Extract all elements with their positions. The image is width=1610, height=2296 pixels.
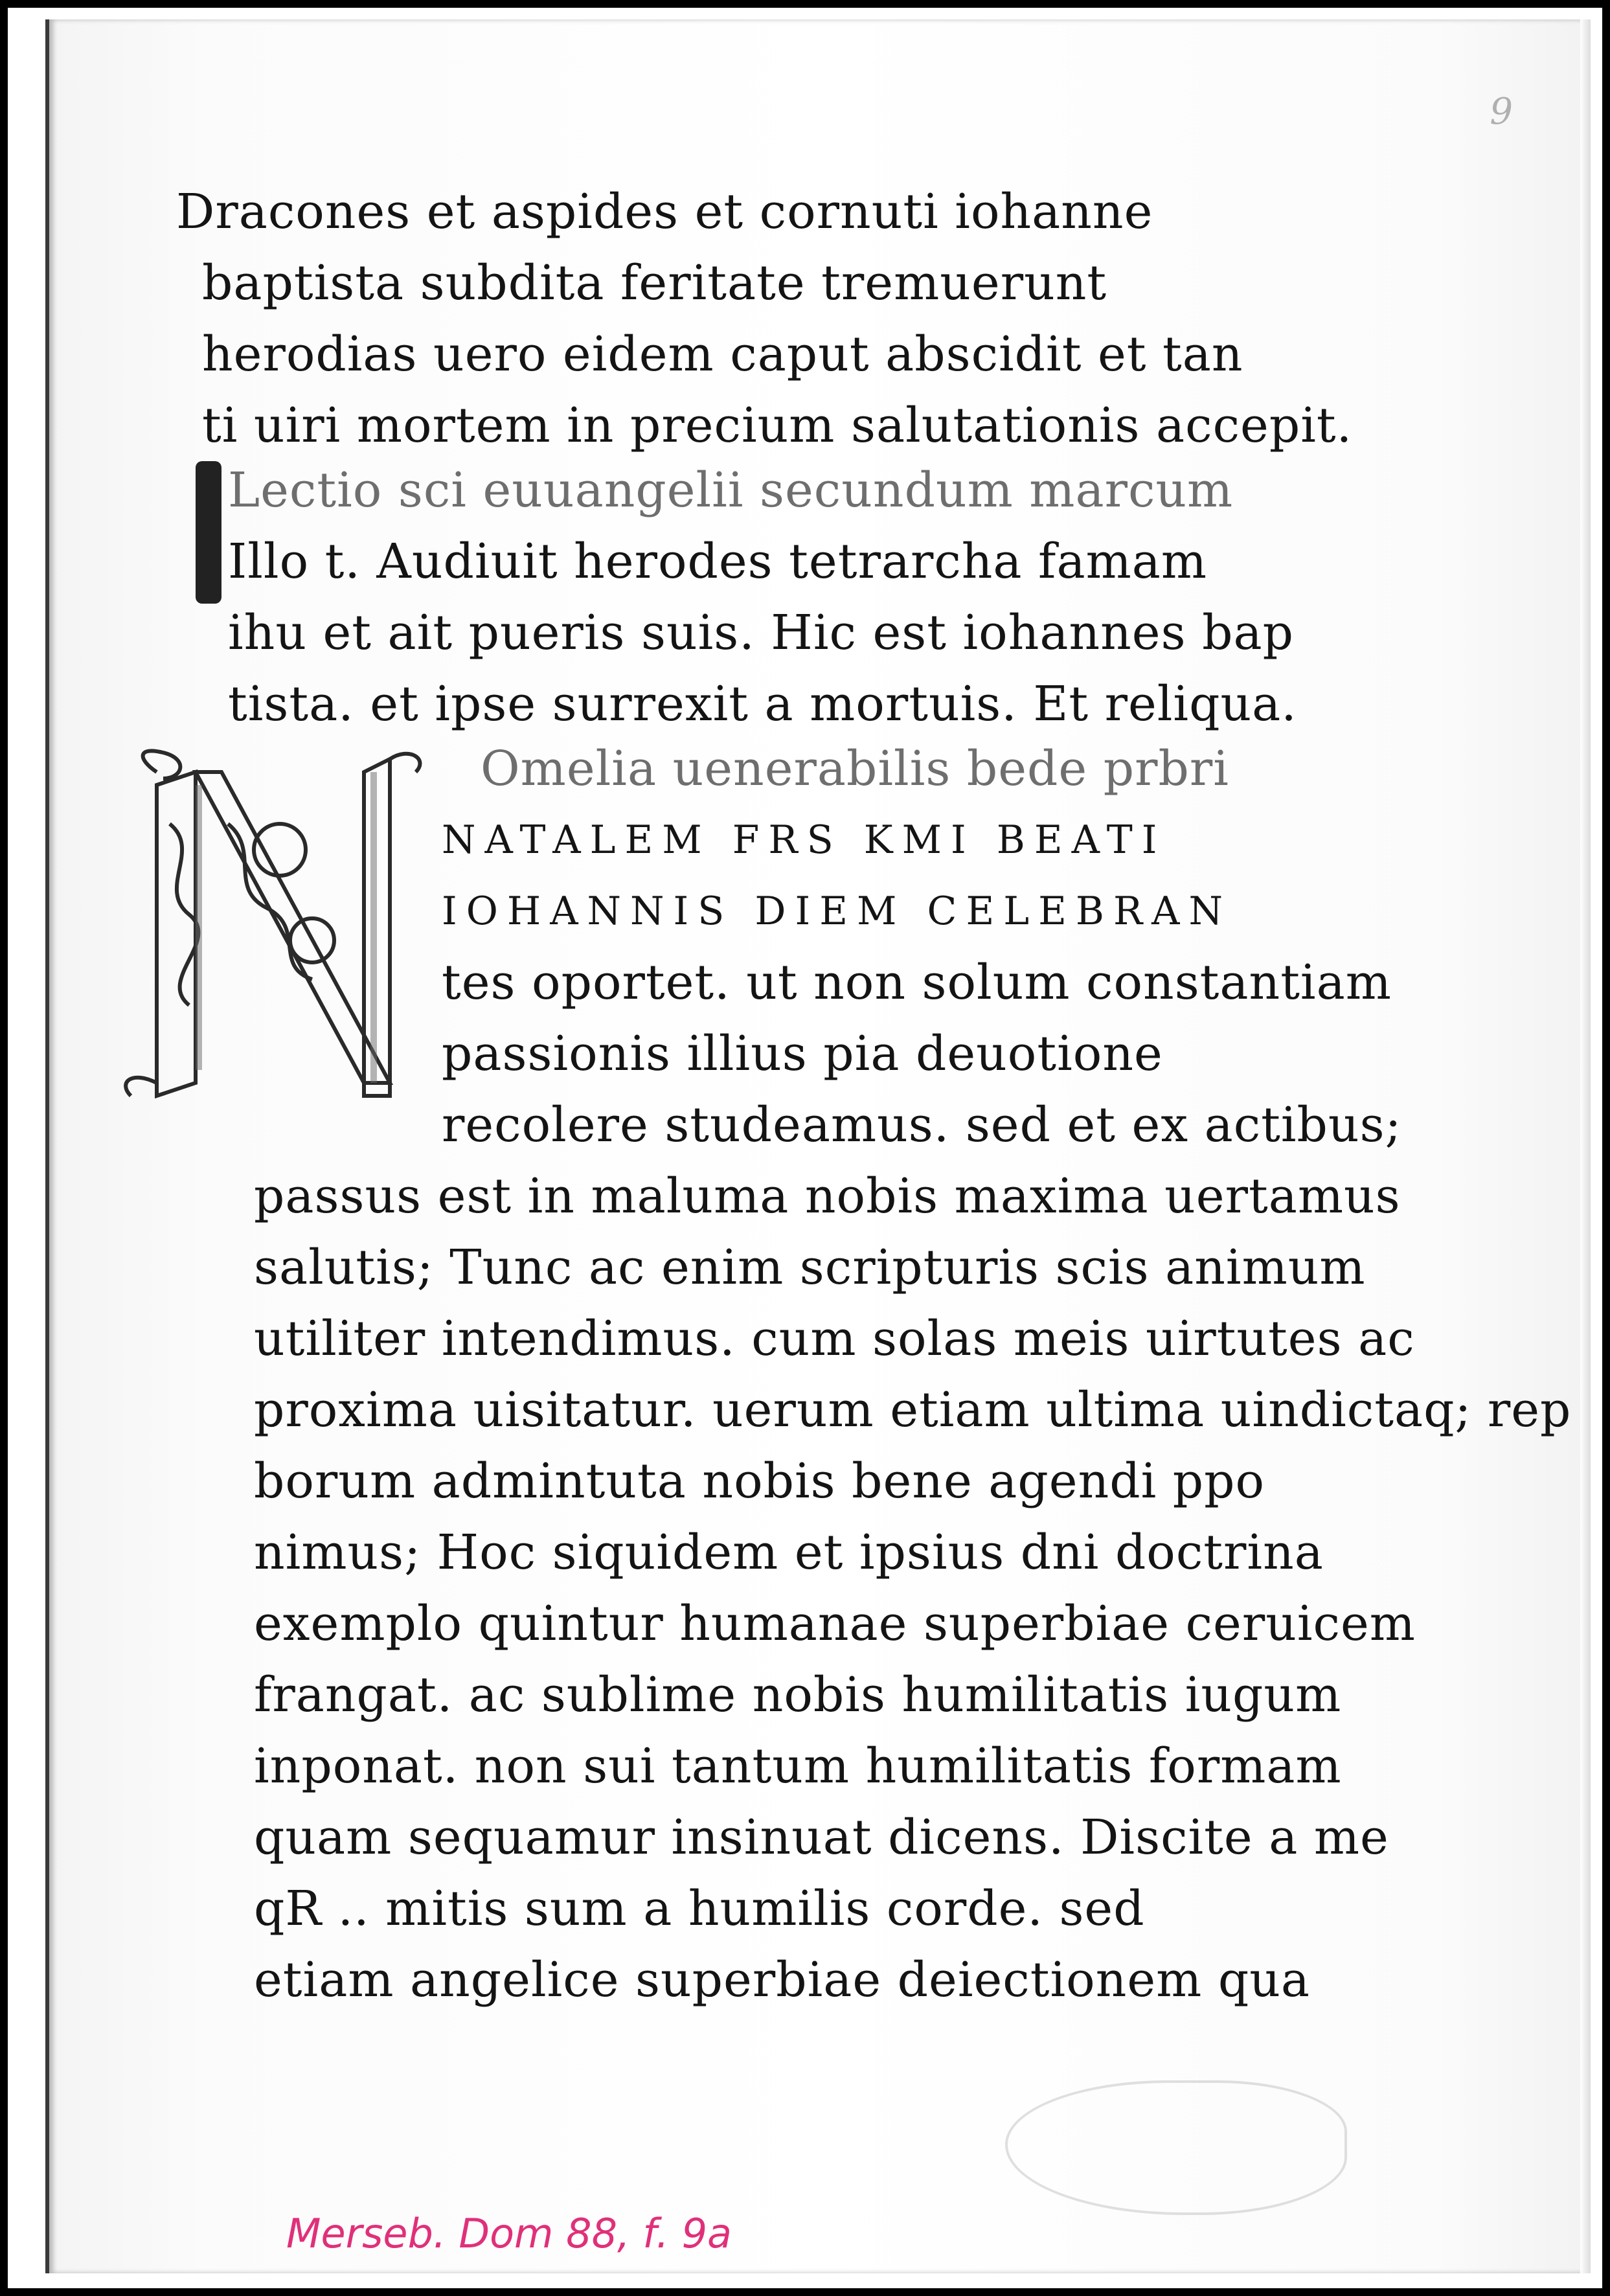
text-line: qR .. mitis sum a humilis corde. sed — [254, 1881, 1145, 1937]
page-edge — [1580, 19, 1591, 2273]
text-line: ti uiri mortem in precium salutationis accepit. — [202, 398, 1353, 453]
text-line: recolere studeamus. sed et ex actibus; — [442, 1097, 1402, 1153]
text-line: exemplo quintur humanae superbiae ceruicem — [254, 1596, 1416, 1652]
text-line: NATALEM FRS KMI BEATI — [442, 817, 1166, 863]
text-line: salutis; Tunc ac enim scripturis scis animum — [254, 1240, 1366, 1295]
image-frame — [8, 8, 1602, 2288]
text-line: tista. et ipse surrexit a mortuis. Et reliqua. — [228, 676, 1297, 732]
rubric-line: Omelia uenerabilis bede prbri — [481, 741, 1229, 797]
decorated-initial-n — [118, 746, 429, 1115]
text-line: ihu et ait pueris suis. Hic est iohannes bap — [228, 605, 1294, 661]
archive-shelfmark-note: Merseb. Dom 88, f. 9a — [286, 2210, 732, 2257]
text-line: IOHANNIS DIEM CELEBRAN — [442, 889, 1232, 934]
text-line: baptista subdita feritate tremuerunt — [202, 255, 1107, 311]
text-line: passionis illius pia deuotione — [442, 1026, 1163, 1082]
text-line: passus est in maluma nobis maxima uertamus — [254, 1168, 1401, 1224]
text-line: borum admintuta nobis bene agendi ppo — [254, 1453, 1265, 1509]
text-line: Dracones et aspides et cornuti iohanne — [176, 184, 1153, 240]
text-line: nimus; Hoc siquidem et ipsius dni doctrina — [254, 1525, 1324, 1580]
text-line: tes oportet. ut non solum constantiam — [442, 955, 1392, 1010]
initial-letter-i — [196, 461, 221, 604]
text-line: frangat. ac sublime nobis humilitatis iugum — [254, 1667, 1342, 1723]
folio-number: 9 — [1490, 91, 1513, 133]
text-line: Illo t. Audiuit herodes tetrarcha famam — [228, 534, 1208, 589]
rubric-line: Lectio sci euuangelii secundum marcum — [228, 462, 1234, 518]
text-line: proxima uisitatur. uerum etiam ultima uindictaq; rep — [254, 1382, 1572, 1438]
text-line: quam sequamur insinuat dicens. Discite a me — [254, 1810, 1389, 1865]
text-line: utiliter intendimus. cum solas meis uirtutes ac — [254, 1311, 1415, 1367]
text-line: etiam angelice superbiae deiectionem qua — [254, 1952, 1310, 2008]
text-line: inponat. non sui tantum humilitatis formam — [254, 1738, 1342, 1794]
text-line: herodias uero eidem caput abscidit et tan — [202, 326, 1243, 382]
